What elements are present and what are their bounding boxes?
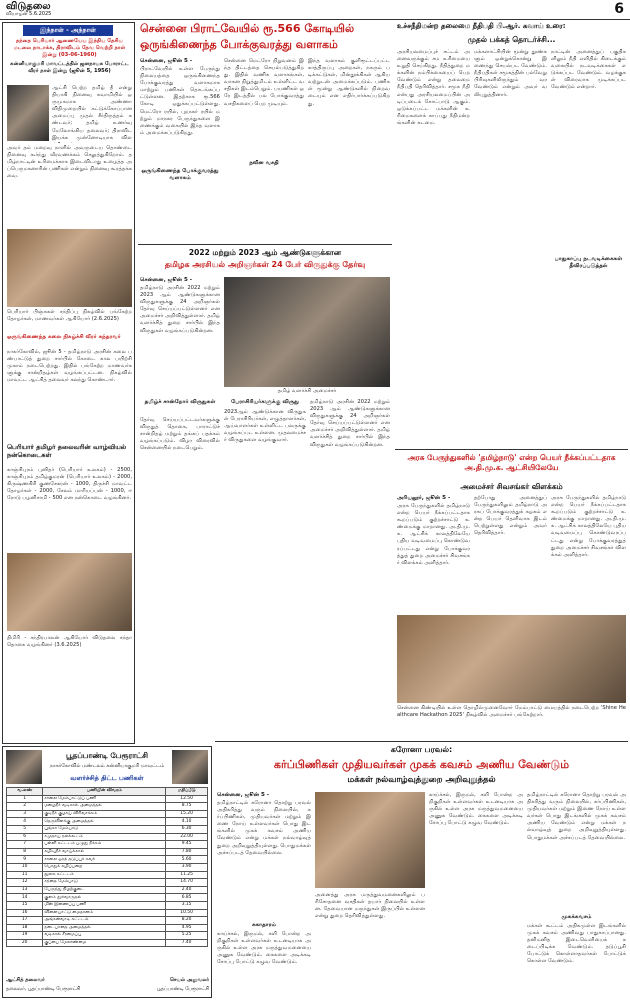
center-mid-sub1: தமிழ்ச் சான்றோர் விருதுகள் xyxy=(144,399,216,405)
works-table xyxy=(6,787,208,947)
table-cell: 2.40 xyxy=(166,886,208,894)
center-top-body3: இந்த வளாகம் குளிரூட்டப்பட்ட காத்திருப்பு அறைகள், நகரும் படிக்கட்டுகள், மின்தூக்கிகள் ஆகியவற்றுடன் அமைக்கப்படும். பணிகள் மூன்று ஆண்டுகளில் நிறைவடையும் என எதிர்பார்க்கப்படுகிறது. xyxy=(308,58,390,107)
covid-body2-cont: காய்ச்சல், இருமல், சளி போன்ற அறிகுறிகள் உள்ளவர்கள் உடனடியாக அருகில் உள்ள அரசு மருத்துவமனையை அணுக வேண்டும். கைகளை அடிக்கடி சோப்பு போட்டு கழுவ வேண்டும். xyxy=(429,792,523,827)
table-cell: 16 xyxy=(7,909,43,917)
table-row xyxy=(7,833,208,841)
right-mid-body2: தற்போது அனைத்துப் பேருந்துகளிலும் தமிழ்நாடு அரசுப் போக்குவரத்துக் கழகம் என்ற பெயர் தெளிவாக இடம் பெற்றுள்ளது என்றும் அவர் தெரிவித்தார். xyxy=(474,495,547,537)
covid-headline: கர்ப்பிணிகள் முதியவர்கள் முகக் கவசம் அணிய வேண்டும் xyxy=(273,758,570,771)
center-mid-body1: தமிழ்நாடு அரசின் 2022 மற்றும் 2023 ஆம் ஆண்டுகளுக்கான விருதுகளுக்கு 24 அறிஞர்கள் தேர்வு செய்யப்பட்டுள்ளனர் என அமைச்சர் அறிவித்துள்ளார். தமிழ் வளர்ச்சித் துறை சார்பில் இந்த விருதுகள் வழங்கப்படுகின்றன. xyxy=(140,285,220,334)
left-body2: அவர் தம் மறைவு நாளில் அவருடைய தொண்டை நினைவு கூர்ந்து வீரவணக்கம் செலுத்துகிறோம். தமிழ்நாட்டின் உரிமைக்காக இடைவிடாது உழைத்த அப்பெருமகனாரின் பணிகள் என்றும் நினைவு கூரத்தக்கவை. xyxy=(7,145,132,180)
center-top-body2: சென்னை மெட்ரோ நிறுவனம் இந்த திட்டத்தை செயல்படுத்துகிறது. இதில் வணிக வளாகங்கள், வாகன நிறுத்துமிடம் உள்ளிட்ட வசதிகள் இடம்பெறும். பயணிகள் ஒரே இடத்தில் பல போக்குவரத்து வசதிகளைப் பெற முடியும். xyxy=(224,58,304,107)
masthead-date: வியாழன் 5.6.2025 xyxy=(6,11,52,17)
table-cell: 6.30 xyxy=(166,825,208,833)
left-sub1: கன்னியாகுமரி மாவட்டத்தில் ஜனநாயக போராட்ட வீரர் நாள் இன்று (ஜூன் 5, 1956) xyxy=(10,61,129,74)
table-cell: 6 xyxy=(7,833,43,841)
left-body3: நாகர்கோவில், ஜூன் 5 - தமிழ்நாடு அரசின் கலை பண்பாட்டுத் துறை சார்பில் கோடை கால பயிற்சி முகாம் நடைபெற்றது. இதில் பங்கேற்ற மாணவர்களுக்கு சான்றிதழ்கள் வழங்கப்பட்டன. நிகழ்வில் மாவட்ட ஆட்சித் தலைவர் கலந்து கொண்டார். xyxy=(7,349,132,384)
right-top-body1: அரசியலமைப்புச் சட்டம் அனைவருக்கும் சம உரிமையை உறுதி செய்கிறது. நீதித்துறை மக்களின் நம்பிக்கையைப் பெற வேண்டும் என்று தலைமை நீதிபதி தெரிவித்தார். சமூக நீதி என்பது அரசியலமைப்பின் அடிப்படைக் கோட்பாடு ஆகும். ஒடுக்கப்பட்ட மக்களின் உரிமைகளைக் காப்பது நீதிமன்றங்களின் கடமை. xyxy=(397,49,470,126)
group-photo xyxy=(7,229,132,307)
table-cell: 6.85 xyxy=(166,894,208,902)
table-row xyxy=(7,871,208,879)
center-mid-article xyxy=(138,244,392,737)
center-mid-sub2: பேராசிரியர்களுக்கு விருது xyxy=(231,399,299,405)
table-cell: நடைபாதை அமைத்தல் xyxy=(43,924,166,932)
minister-photo xyxy=(224,277,390,387)
table-cell: 8 xyxy=(7,848,43,856)
table-row xyxy=(7,894,208,902)
left-sub2: ஒருங்கிணைந்த கலை நிகழ்ச்சி வீரர் சுந்தரவர் xyxy=(7,334,121,340)
table-cell: 15 xyxy=(7,901,43,909)
masthead xyxy=(0,0,630,20)
left-panel-title: இந்நாள் - அந்நாள் xyxy=(23,25,113,36)
right-mid-body1-cont: அரசு பேருந்துகளில் தமிழ்நாடு என்ற பெயர் நீக்கப்பட்டதாக கூறப்படும் குற்றச்சாட்டு உண்மைக்கு மாறானது. அ.தி.மு.க. ஆட்சிக் காலத்திலேயே புதிய வடிவமைப்பு கொண்டுவரப்பட்டது என்று போக்குவரத்துத் துறை அமைச்சர் சிவசங்கர் விளக்கம் அளித்தார். xyxy=(551,495,626,558)
table-row xyxy=(7,818,208,826)
table-cell: 14 xyxy=(7,894,43,902)
left-sub3: பெரியார் தமிழர் தலைவரின் வாழ்வியல் நன்கொடைகள் xyxy=(7,443,127,459)
ad-district: நாகர்கோவில் மண்டலம் கன்னியாகுமரி மாவட்டம் xyxy=(49,763,165,769)
table-cell: தெருவிளக்கு அமைத்தல் xyxy=(43,818,166,826)
center-mid-body1-cont: தமிழ்நாடு அரசின் 2022 மற்றும் 2023 ஆம் ஆண்டுகளுக்கான விருதுகளுக்கு 24 அறிஞர்கள் தேர்வு செய்யப்பட்டுள்ளனர் என அமைச்சர் அறிவித்துள்ளார். தமிழ் வளர்ச்சித் துறை சார்பில் இந்த விருதுகள் வழங்கப்படுகின்றன. xyxy=(310,399,390,448)
left-panel xyxy=(2,22,135,744)
table-cell: விளையாட்டு மைதானம் xyxy=(43,909,166,917)
ad-footer-left: ஆட்சித் தலைவர் xyxy=(6,977,45,983)
center-top-dateline: சென்னை, ஜூன் 5 - xyxy=(140,58,193,64)
table-cell: மின் இணைப்பு பணி xyxy=(43,901,166,909)
table-row xyxy=(7,848,208,856)
table-cell: அங்கன்வாடி கட்டடம் xyxy=(43,917,166,925)
left-body1: ஆட்சி பெற்ற தமிழ் தீ என்று தியாகி நினைவு சுவாமியில் ஒருமுகமாக அண்ணா விதிமுறையில் கட்டுக்கோப்பான அமைப்பு முதல் சீர்திருத்தம் கண்டவர்; தமிழ் உணர்வு மேலோங்கிய தலைவர்; திராவிட இயக்க முன்னோடியாக விள xyxy=(52,85,132,141)
center-top-headline2: ஒருங்கிணைந்த போக்குவரத்து வளாகம் xyxy=(140,38,338,51)
table-cell: 10 xyxy=(7,863,43,871)
table-cell: 1 xyxy=(7,795,43,803)
table-cell: சாலை ஓரத் தடுப்புச் சுவர் xyxy=(43,856,166,864)
table-cell: பள்ளி கட்டடம் பழுது நீக்கம் xyxy=(43,841,166,849)
left-body5: திமிரி - சந்திரபாலன் ஆகியோர் விடுதலை சந்தா தொகை வழங்கினர் (3.6.2025) xyxy=(7,635,132,649)
right-top-body2: மக்களாட்சியின் மூன்று தூண்களும் ஒன்றுக்கொன்று இணைந்து செயல்பட வேண்டும். நீதிபதிகள் சமூகத்தின் பல்வேறு பிரிவுகளிலிருந்தும் வர வேண்டும் என்றும் அவர் வலியுறுத்தினார். xyxy=(474,49,547,98)
table-header-cell: மதிப்பீடு xyxy=(166,788,208,796)
table-header-cell: பணியின் விவரம் xyxy=(43,788,166,796)
table-cell: 5 xyxy=(7,825,43,833)
ad-title: வளர்ச்சித் திட்ட பணிகள் xyxy=(70,774,144,782)
right-mid-dateline: அரியலூர், ஜூன் 5 - xyxy=(397,495,451,501)
leader-portrait-left xyxy=(6,750,42,784)
table-row xyxy=(7,909,208,917)
table-row xyxy=(7,810,208,818)
left-intro: தந்தை பெரியார் ஆணையேய இந்திய தேசிய மடலை நாடாக்க, திராவிடம் தேவ வெற்றி நாள் இன்று (03-06-1960) xyxy=(13,38,126,58)
covid-body1: தமிழ்நாட்டில் கரோனா தொற்று பரவல் அதிகரித்து வரும் நிலையில், கர்ப்பிணிகள், முதியவர்கள் மற்றும் இணை நோய் உள்ளவர்கள் பொது இடங்களில் முகக் கவசம் அணிய வேண்டும் என்று மக்கள் நல்வாழ்வுத் துறை அறிவுறுத்தியுள்ளது. பொதுமக்கள் அச்சப்படத் தேவையில்லை. xyxy=(217,800,311,856)
table-cell: சமுதாய நலக்கூடம் xyxy=(43,833,166,841)
table-cell: 22.00 xyxy=(166,833,208,841)
table-cell: 14.70 xyxy=(166,879,208,887)
right-top-kicker: உச்சநீதிமன்ற தலைமை நீதிபதி பி.ஆர். கவாய் உரை: xyxy=(397,22,566,30)
center-mid-body2: தேர்வு செய்யப்பட்டவர்களுக்கு விருதுத் தொகை, பாராட்டுச் சான்றிதழ் மற்றும் தங்கப் பதக்கம் வழங்கப்படும். விழா விரைவில் சென்னையில் நடைபெறும். xyxy=(140,417,220,452)
table-cell: 3.90 xyxy=(166,863,208,871)
table-cell: 11.25 xyxy=(166,871,208,879)
table-header-cell: வ.எண் xyxy=(7,788,43,796)
table-cell: 12.50 xyxy=(166,795,208,803)
right-mid-headline: அரசு பேருந்துகளில் 'தமிழ்நாடு' என்ற பெயர் நீக்கப்பட்டதாக அ.தி.மு.க. ஆட்சியிலேயே xyxy=(407,453,616,472)
center-top-sub2: நவீன வசதி xyxy=(249,160,279,166)
table-cell: 15.20 xyxy=(166,810,208,818)
right-top-body3: நாட்டின் அனைத்துப் பகுதிகளிலும் நீதி எளிதில் கிடைக்கும் வகையில் நடவடிக்கைகள் எடுக்கப்பட வேண்டும். வழக்குகள் விரைவாக முடிக்கப்பட வேண்டும் என்றார். xyxy=(551,49,626,91)
page-number: 6 xyxy=(614,1,624,17)
covid-body3: அனைத்து அரசு மருத்துவமனைகளிலும் பரிசோதனை வசதிகள் தயார் நிலையில் உள்ளன. தேவையான மருந்துகள் இருப்பில் உள்ளன என்று துறை தெரிவித்துள்ளது. xyxy=(315,892,425,920)
table-row xyxy=(7,863,208,871)
table-cell: குப்பை மேலாண்மை xyxy=(43,939,166,947)
table-cell: 20 xyxy=(7,939,43,947)
left-photo-caption: பெரியார் பிஞ்சுகள் சந்திப்பு நிகழ்வில் பங்கேற்ற தோழர்கள், மாணவர்கள் ஆகியோர் (2.6.2025) xyxy=(7,309,132,323)
table-cell: 8.20 xyxy=(166,917,208,925)
table-cell: 3.15 xyxy=(166,901,208,909)
center-mid-headline: தமிழக அரசியல் அறிஞர்கள் 24 பேர் விருதுக்கு தேர்வு xyxy=(164,260,366,269)
masked-women-photo xyxy=(315,792,425,888)
right-top-subkicker: முதல் பக்கத் தொடர்ச்சி... xyxy=(467,35,556,44)
center-top-article xyxy=(138,22,392,242)
table-cell: பேருந்து நிழற்குடை xyxy=(43,886,166,894)
table-row xyxy=(7,825,208,833)
table-row xyxy=(7,795,208,803)
table-row xyxy=(7,917,208,925)
table-cell: பூங்கா மேம்பாடு xyxy=(43,825,166,833)
right-top-article xyxy=(395,22,628,447)
center-mid-kicker: 2022 மற்றும் 2023 ஆம் ஆண்டுகளுக்கான xyxy=(188,248,342,257)
covid-dateline: சென்னை, ஜூன் 5 - xyxy=(217,792,270,798)
donation-photo xyxy=(7,553,132,631)
table-cell: 7.80 xyxy=(166,848,208,856)
table-cell: 5.25 xyxy=(166,932,208,940)
right-mid-subheadline: அமைச்சர் சிவசங்கர் விளக்கம் xyxy=(460,482,563,491)
table-row xyxy=(7,841,208,849)
table-row xyxy=(7,901,208,909)
table-cell: 7 xyxy=(7,841,43,849)
table-cell: சந்தை மேம்பாடு xyxy=(43,879,166,887)
table-row xyxy=(7,939,208,947)
table-cell: 4.95 xyxy=(166,924,208,932)
development-ad xyxy=(2,746,212,998)
table-cell: 4.10 xyxy=(166,818,208,826)
covid-subheadline: மக்கள் நல்வாழ்வுத்துறை அறிவுறுத்தல் xyxy=(347,775,496,785)
left-body4: காஞ்சிபுரம் புனிதர் (பெரியார் உலகம்) - 2500, காஞ்சிபுரம் தமிழ்குமரன் (பெரியார் உலகம்) - 2000, கிருஷ்ணகிரி குணசேகரன் - 1000, திருச்சி மாவட்ட தோழர்கள் - 2000, சேலம் மாரியப்பன் - 1000, ஈரோடு பழனிசாமி - 500 என நன்கொடை வழங்கினர். xyxy=(7,467,132,502)
table-row xyxy=(7,886,208,894)
center-mid-photo-caption: தமிழ் வளர்ச்சி அமைச்சர் xyxy=(277,388,337,394)
covid-sub2: முகக்கவசம் xyxy=(561,914,592,920)
covid-body2: காய்ச்சல், இருமல், சளி போன்ற அறிகுறிகள் உள்ளவர்கள் உடனடியாக அருகில் உள்ள அரசு மருத்துவமனையை அணுக வேண்டும். கைகளை அடிக்கடி சோப்பு போட்டு கழுவ வேண்டும். xyxy=(217,931,311,966)
covid-body1-cont: தமிழ்நாட்டில் கரோனா தொற்று பரவல் அதிகரித்து வரும் நிலையில், கர்ப்பிணிகள், முதியவர்கள் மற்றும் இணை நோய் உள்ளவர்கள் பொது இடங்களில் முகக் கவசம் அணிய வேண்டும் என்று மக்கள் நல்வாழ்வுத் துறை அறிவுறுத்தியுள்ளது. பொதுமக்கள் அச்சப்படத் தேவையில்லை. xyxy=(527,792,626,841)
table-cell: குடிநீர் குழாய் விரிவாக்கம் xyxy=(43,810,166,818)
right-mid-photo-caption: சென்னை கிண்டியில் உள்ள தொழில்முனைவோர் மேம்பாட்டு மையத்தில் நடைபெற்ற 'Shine Healthcare Hackathon 2025' நிகழ்வில் அமைச்சர் பங்கேற்றார். xyxy=(397,705,626,719)
portrait-photo xyxy=(7,85,49,141)
table-cell: 10.50 xyxy=(166,909,208,917)
ad-table-wrap xyxy=(6,787,208,963)
table-cell: 2 xyxy=(7,803,43,811)
table-cell: 18 xyxy=(7,924,43,932)
table-cell: 4 xyxy=(7,818,43,826)
table-cell: நூலக கட்டடம் xyxy=(43,871,166,879)
table-cell: 12 xyxy=(7,879,43,887)
center-top-sub1: ஒருங்கிணைந்த போக்குவரத்து வளாகம் xyxy=(141,168,219,181)
table-cell: 19 xyxy=(7,932,43,940)
center-mid-dateline: சென்னை, ஜூன் 5 - xyxy=(140,277,193,283)
table-cell: 3 xyxy=(7,810,43,818)
table-cell: 11 xyxy=(7,871,43,879)
table-row xyxy=(7,924,208,932)
table-row xyxy=(7,932,208,940)
table-cell: 5.60 xyxy=(166,856,208,864)
ad-footer-left2: தலைவர், பூதப்பாண்டி பேரூராட்சி xyxy=(6,987,81,992)
right-mid-body1: அரசு பேருந்துகளில் தமிழ்நாடு என்ற பெயர் நீக்கப்பட்டதாக கூறப்படும் குற்றச்சாட்டு உண்மைக்கு மாறானது. அ.தி.மு.க. ஆட்சிக் காலத்திலேயே புதிய வடிவமைப்பு கொண்டுவரப்பட்டது என்று போக்குவரத்துத் துறை அமைச்சர் சிவசங்கர் விளக்கம் அளித்தார். xyxy=(397,503,470,566)
table-row xyxy=(7,856,208,864)
masthead-name: விடுதலை xyxy=(6,1,51,12)
table-row xyxy=(7,879,208,887)
center-top-headline1: சென்னை பிராட்வேயில் ரூ.566 கோடியில் xyxy=(140,22,355,35)
table-cell: 13 xyxy=(7,886,43,894)
table-cell: வடிகால் சீரமைப்பு xyxy=(43,932,166,940)
ad-footer-right2: பூதப்பாண்டி பேரூராட்சி xyxy=(156,987,209,992)
covid-article xyxy=(215,741,628,998)
right-mid-article xyxy=(395,449,628,737)
table-cell: சாலை மேம்பாட்டுப் பணி xyxy=(43,795,166,803)
hackathon-photo xyxy=(397,615,626,703)
table-row xyxy=(7,803,208,811)
center-top-body1: பிராட்வேயில் உள்ள பேருந்து நிலையத்தை ஒருங்கிணைந்த போக்குவரத்து வளாகமாக மாற்றும் பணிகள் தொடங்கப்பட்டுள்ளன. இதற்காக ரூ.566 கோடி ஒதுக்கப்பட்டுள்ளது. மெட்ரோ ரயில், புறநகர் ரயில் மற்றும் மாநகர பேருந்துகளை இணைக்கும் வகையில் இந்த வளாகம் அமைக்கப்படுகிறது. xyxy=(140,66,220,136)
table-cell: குளம் தூர்வாருதல் xyxy=(43,894,166,902)
table-cell: பொதுக் கழிப்பறை xyxy=(43,863,166,871)
table-cell: 17 xyxy=(7,917,43,925)
table-cell: 9.45 xyxy=(166,841,208,849)
leader-portrait-right xyxy=(172,750,208,784)
ad-footer-right: செயல் அலுவலர் xyxy=(169,977,209,983)
center-mid-body3: 2023ஆம் ஆண்டுக்கான விருதுகள் பேராசிரியர்கள், எழுத்தாளர்கள், ஆய்வாளர்கள் உள்ளிட்ட பலருக்கு வழங்கப்பட உள்ளன. முதலமைச்சர் விருதுகளை வழங்குவார். xyxy=(224,409,306,444)
table-cell: 9 xyxy=(7,856,43,864)
table-cell: 7.40 xyxy=(166,939,208,947)
right-top-sub1: பாதுகாப்பு நடவடிக்கைகள் தீவிரப்படுத்தல் xyxy=(554,256,623,269)
table-cell: மழைநீர் வடிகால் அமைத்தல் xyxy=(43,803,166,811)
table-cell: 8.75 xyxy=(166,803,208,811)
covid-sub1: சுகாதாரம் xyxy=(251,922,277,928)
covid-body4: மக்கள் கூட்டம் அதிகமுள்ள இடங்களில் முகக் கவசம் அணிவது பாதுகாப்பானது. தனிமனித இடைவெளியைக் கடைப்பிடிக்க வேண்டும். தடுப்பூசி போட்டுக் கொள்ளாதவர்கள் போட்டுக் கொள்ள வேண்டும். xyxy=(527,923,626,965)
covid-kicker: கரோனா பரவல்: xyxy=(390,745,453,754)
table-cell: கழிவுநீர் வாய்க்கால் xyxy=(43,848,166,856)
ad-org: பூதப்பாண்டி பேரூராட்சி xyxy=(65,751,148,760)
